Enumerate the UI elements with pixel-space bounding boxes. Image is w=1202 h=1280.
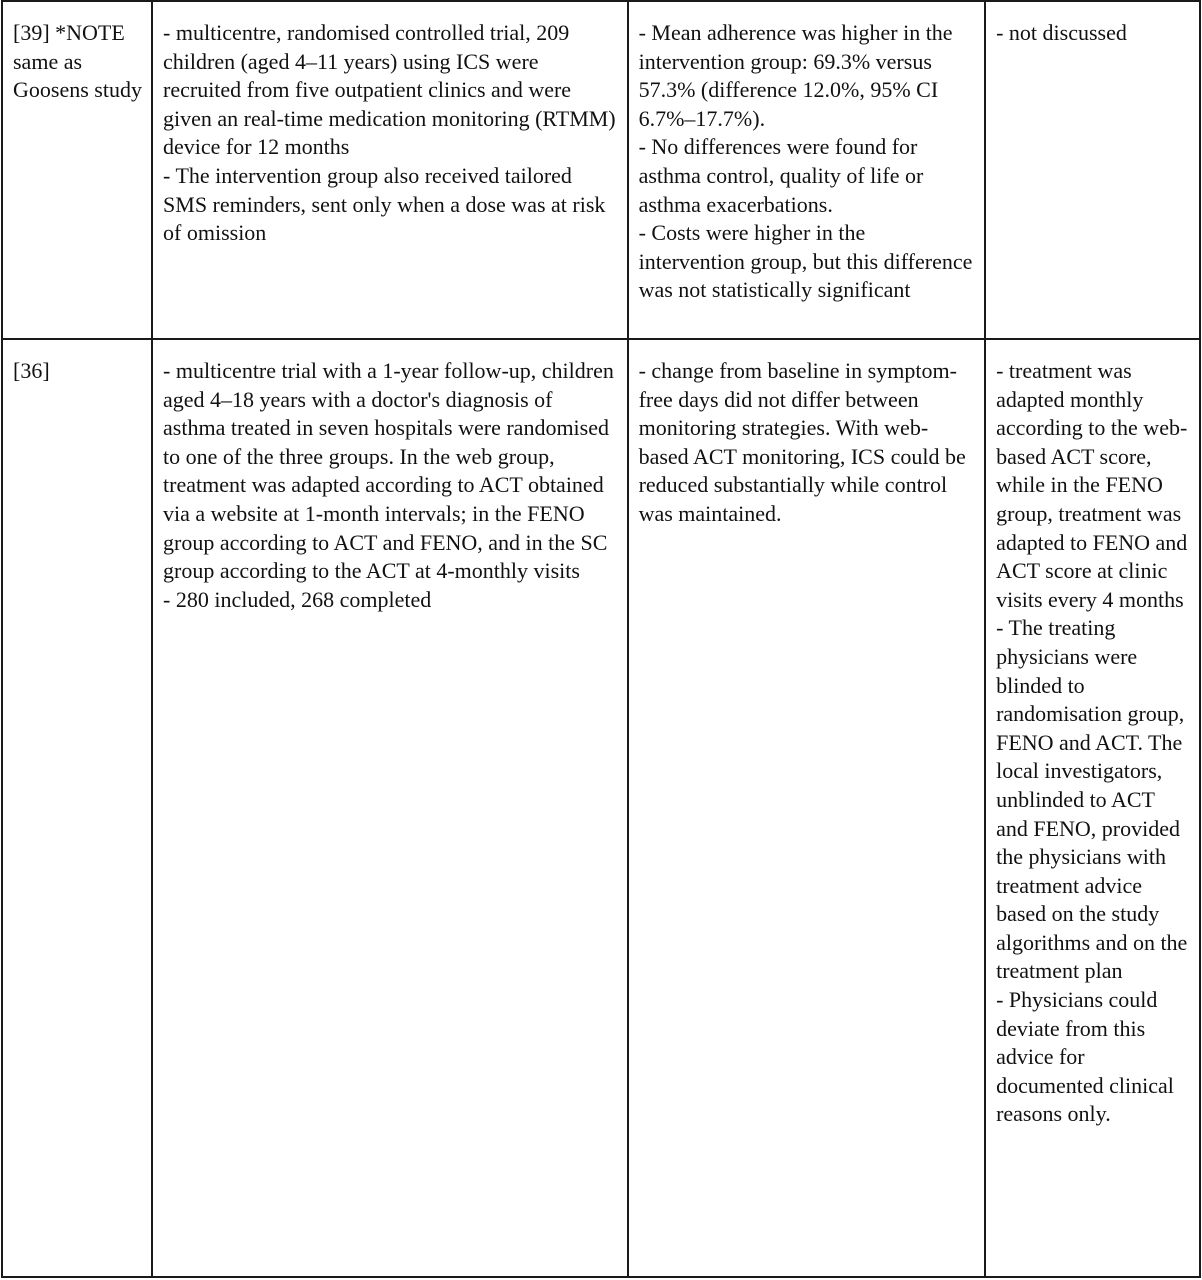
note-line: - not discussed: [996, 20, 1127, 45]
design-cell: [152, 339, 628, 1277]
design-line: - The intervention group also received tailored SMS reminders, sent only when a dose was at risk of omission: [163, 162, 606, 246]
evidence-table: [1, 0, 1201, 1278]
notes-cell: [985, 1, 1200, 339]
table-row: [2, 339, 1200, 1277]
note-line: - The treating physicians were blinded to randomisation group, FENO and ACT. The local investigators, unblinded to ACT and FENO, provided the physicians with treatment advice based on the study algorithms and on the treatment plan: [996, 615, 1188, 984]
reference-cell: [2, 339, 152, 1277]
design-line: - 280 included, 268 completed: [163, 586, 432, 612]
reference-cell: [2, 1, 152, 339]
outcome-line: - No differences were found for asthma control, quality of life or asthma exacerbations.: [638, 134, 924, 217]
reference-text: [39] *NOTE same as Goosens study: [13, 20, 142, 103]
design-line: - multicentre, randomised controlled trial, 209 children (aged 4–11 years) using ICS were recruited from five outpatient clinics and were given an real-time medication monitoring (RTMM) device for 12 months: [163, 20, 616, 160]
outcome-line: - change from baseline in symptom-free days did not differ between monitoring strategies. With web-based ACT monitoring, ICS could be reduced substantially while control was maintained.: [638, 358, 966, 526]
design-line: - multicentre trial with a 1-year follow-up, children aged 4–18 years with a doctor's diagnosis of asthma treated in seven hospitals were randomised to one of the three groups. In the web group, treatment was adapted according to ACT obtained via a website at 1-month intervals; in the FENO group according to ACT and FENO, and in the SC group according to the ACT at 4-monthly visits: [163, 358, 614, 584]
table-row: [2, 1, 1200, 339]
outcome-line: - Costs were higher in the intervention group, but this difference was not statistically significant: [638, 220, 973, 303]
reference-text: [36]: [13, 358, 50, 383]
outcomes-cell: [628, 1, 985, 339]
notes-cell: [985, 339, 1200, 1277]
outcome-line: - Mean adherence was higher in the intervention group: 69.3% versus 57.3% (difference 12.0%, 95% CI 6.7%–17.7%).: [638, 20, 953, 131]
note-line: - Physicians could deviate from this advice for documented clinical reasons only.: [996, 987, 1174, 1127]
design-cell: [152, 1, 628, 339]
outcomes-cell: [628, 339, 985, 1277]
note-line: - treatment was adapted monthly according to the web-based ACT score, while in the FENO group, treatment was adapted to FENO and ACT score at clinic visits every 4 months: [996, 358, 1188, 612]
